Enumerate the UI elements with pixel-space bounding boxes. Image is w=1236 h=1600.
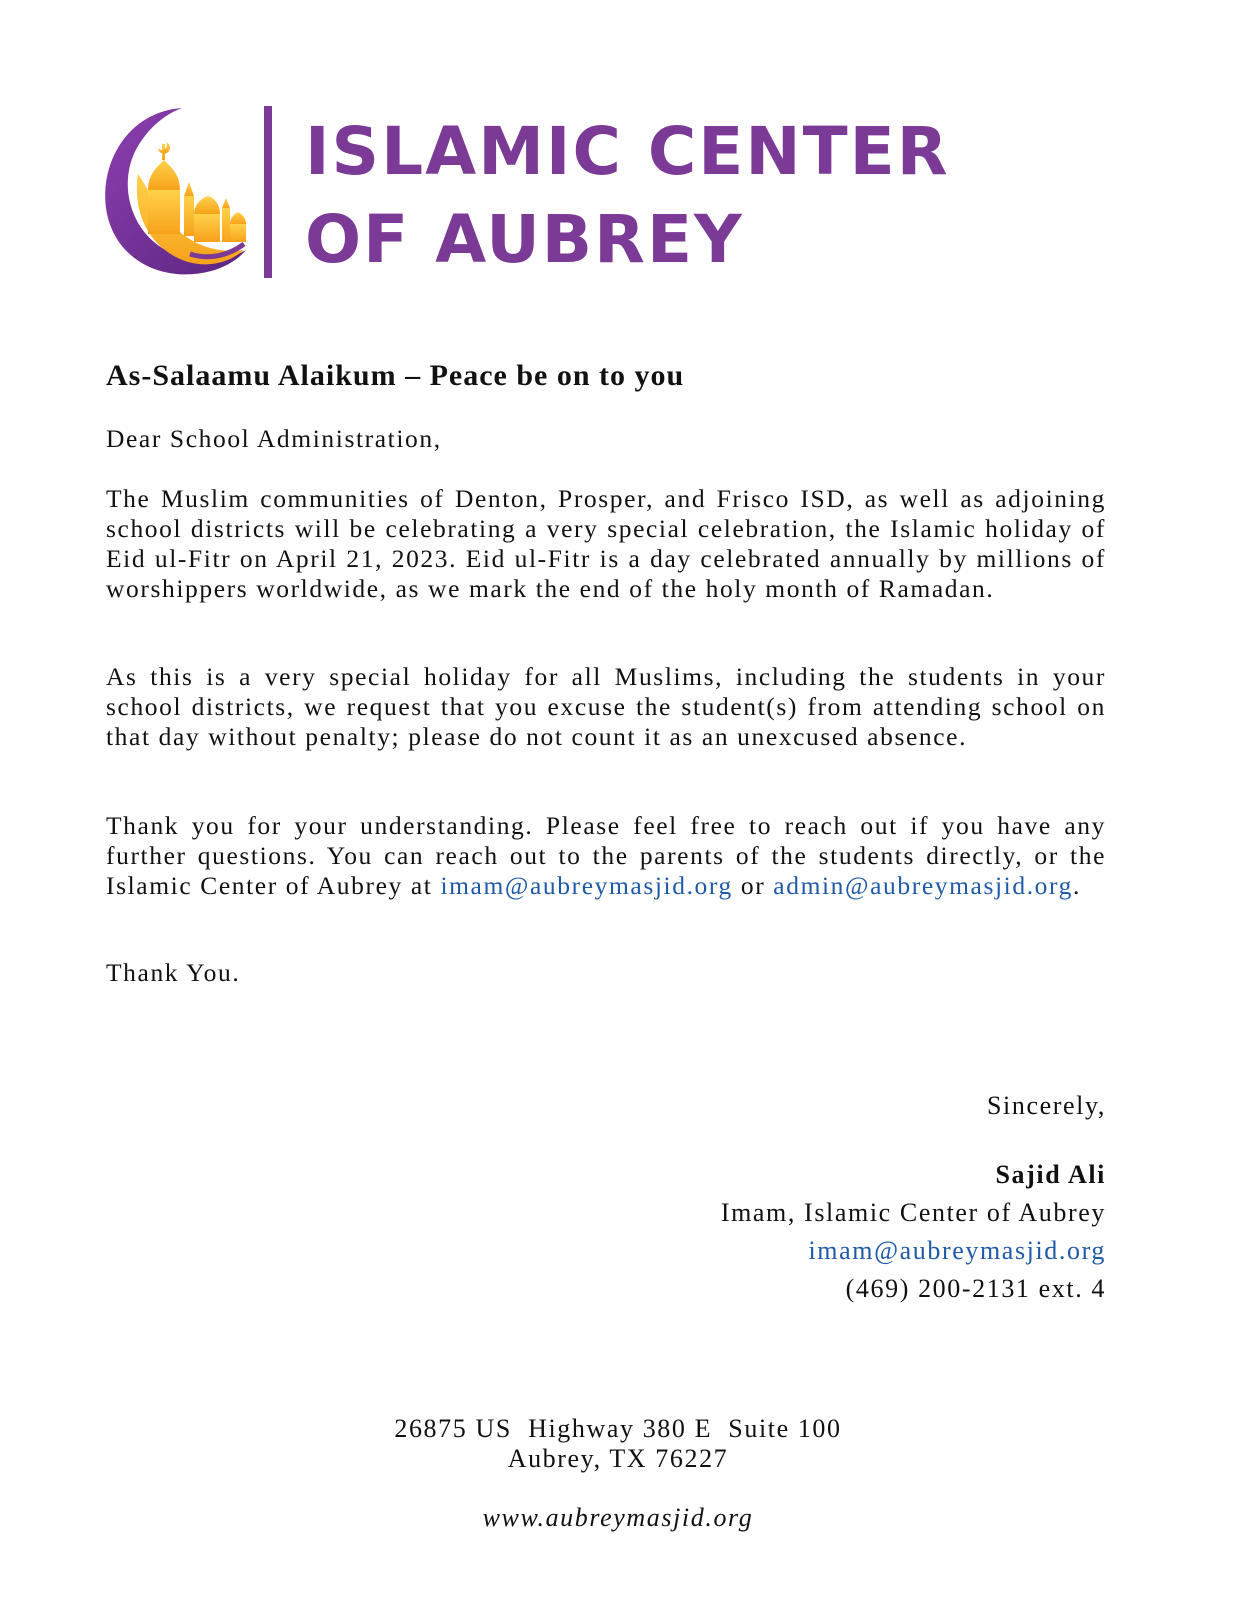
- footer-address-line2: Aubrey, TX 76227: [507, 1444, 729, 1473]
- paragraph-eid-announcement: The Muslim communities of Denton, Prosper, and Frisco ISD, as well as adjoining school districts will be celebrating a very special celebration, the Islamic holiday of Eid ul-Fitr on April 21, 2023. Eid ul-Fitr is a day celebrated annually by millions of worshippers worldwide, as we mark the end of the holy month of Ramadan.: [106, 484, 1106, 603]
- organization-name-line2: OF AUBREY: [305, 201, 744, 278]
- footer-address-line1: 26875 US Highway 380 E Suite 100: [394, 1414, 842, 1443]
- salutation: Dear School Administration,: [106, 424, 442, 453]
- logo-divider: [264, 106, 272, 278]
- signature-name: Sajid Ali: [995, 1160, 1106, 1189]
- paragraph-excuse-request: As this is a very special holiday for all Muslims, including the students in your school districts, we request that you excuse the student(s) from attending school on that day without penalty; please do not count it as an unexcused absence.: [106, 662, 1106, 751]
- crescent-mosque-logo-icon: [98, 104, 268, 280]
- contact-period: .: [1073, 871, 1081, 900]
- footer-website-link[interactable]: www.aubreymasjid.org: [482, 1503, 754, 1532]
- greeting-heading: As-Salaamu Alaikum – Peace be on to you: [106, 359, 685, 392]
- signature-block: [721, 1090, 1106, 1308]
- organization-name: [305, 108, 950, 284]
- signature-phone: (469) 200-2131 ext. 4: [845, 1274, 1106, 1303]
- organization-name-line1: ISLAMIC CENTER: [305, 113, 950, 190]
- signature-title: Imam, Islamic Center of Aubrey: [720, 1198, 1106, 1227]
- thank-you-line: Thank You.: [106, 958, 241, 987]
- contact-or: or: [740, 871, 766, 900]
- admin-email-link[interactable]: admin@aubreymasjid.org: [773, 871, 1073, 900]
- signature-closing: Sincerely,: [987, 1091, 1106, 1120]
- imam-email-link[interactable]: imam@aubreymasjid.org: [440, 871, 733, 900]
- contact-text: Thank you for your understanding. Please feel free to reach out if you have any further questions. You can reach out to the parents of the students directly, or the Islamic Center of Aubrey at: [106, 811, 1106, 900]
- paragraph-contact-info: [106, 811, 1106, 901]
- signature-email-link[interactable]: imam@aubreymasjid.org: [808, 1236, 1106, 1265]
